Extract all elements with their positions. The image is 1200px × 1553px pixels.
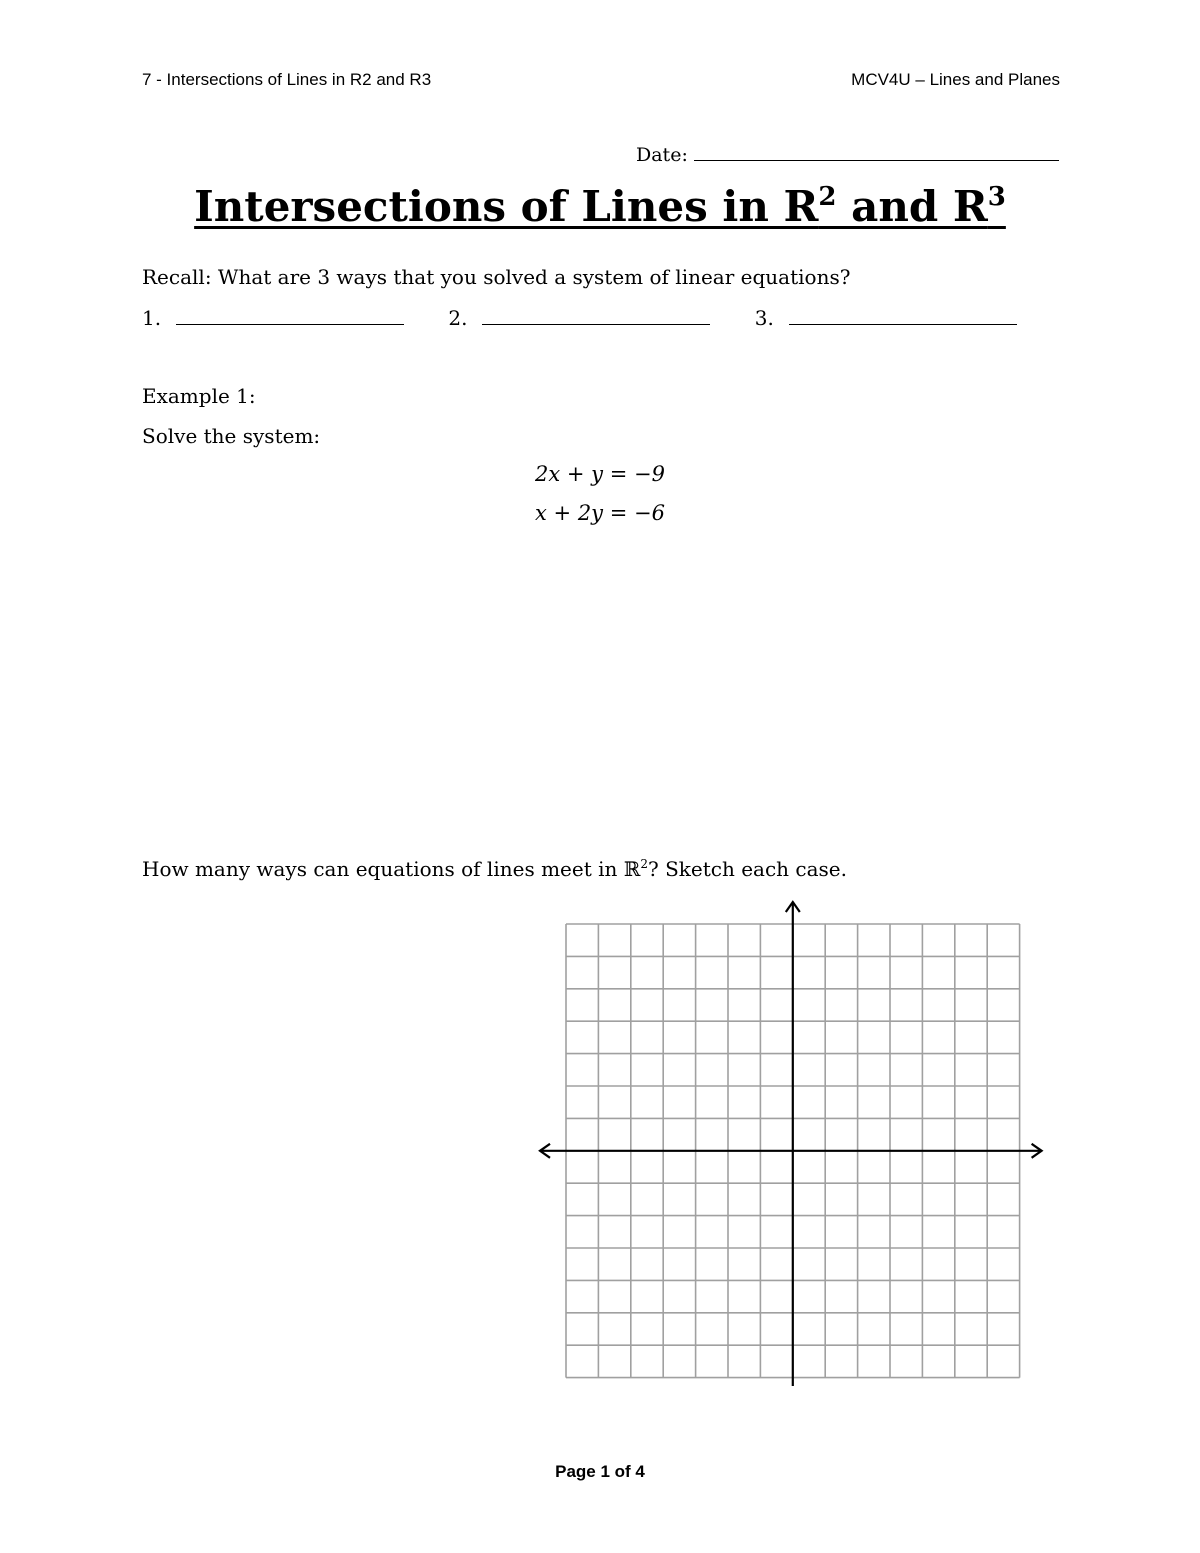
recall-blanks — [142, 306, 1017, 330]
date-blank[interactable] — [694, 142, 1059, 161]
answer-blank-2[interactable] — [482, 306, 710, 325]
sketch-question — [142, 857, 847, 881]
header-left: 7 - Intersections of Lines in R2 and R3 — [142, 70, 432, 89]
sketch-question-sup: 2 — [640, 857, 648, 871]
equation-2: x + 2y = −6 — [535, 501, 665, 525]
date-field — [636, 142, 1059, 166]
title-text-b: and R — [836, 182, 988, 231]
blank-number-1: 1. — [142, 306, 162, 330]
title-text-a: Intersections of Lines in R — [194, 182, 819, 231]
sketch-question-prefix: How many ways can equations of lines meet in ℝ — [142, 857, 641, 881]
example-instruction: Solve the system: — [142, 424, 321, 448]
example-title: Example 1: — [142, 384, 256, 408]
header-right: MCV4U – Lines and Planes — [851, 70, 1060, 89]
answer-blank-3[interactable] — [789, 306, 1017, 325]
recall-question: Recall: What are 3 ways that you solved a system of linear equations? — [142, 265, 851, 289]
date-label: Date: — [636, 144, 688, 166]
equation-1: 2x + y = −9 — [535, 462, 665, 486]
title-sup-b: 3 — [987, 182, 1006, 212]
coordinate-grid[interactable] — [530, 894, 1060, 1386]
answer-blank-1[interactable] — [176, 306, 404, 325]
page-title — [0, 182, 1200, 231]
title-sup-a: 2 — [818, 182, 837, 212]
blank-number-2: 2. — [448, 306, 468, 330]
blank-number-3: 3. — [754, 306, 774, 330]
page-number: Page 1 of 4 — [555, 1462, 645, 1481]
sketch-question-suffix: ? Sketch each case. — [648, 857, 847, 881]
